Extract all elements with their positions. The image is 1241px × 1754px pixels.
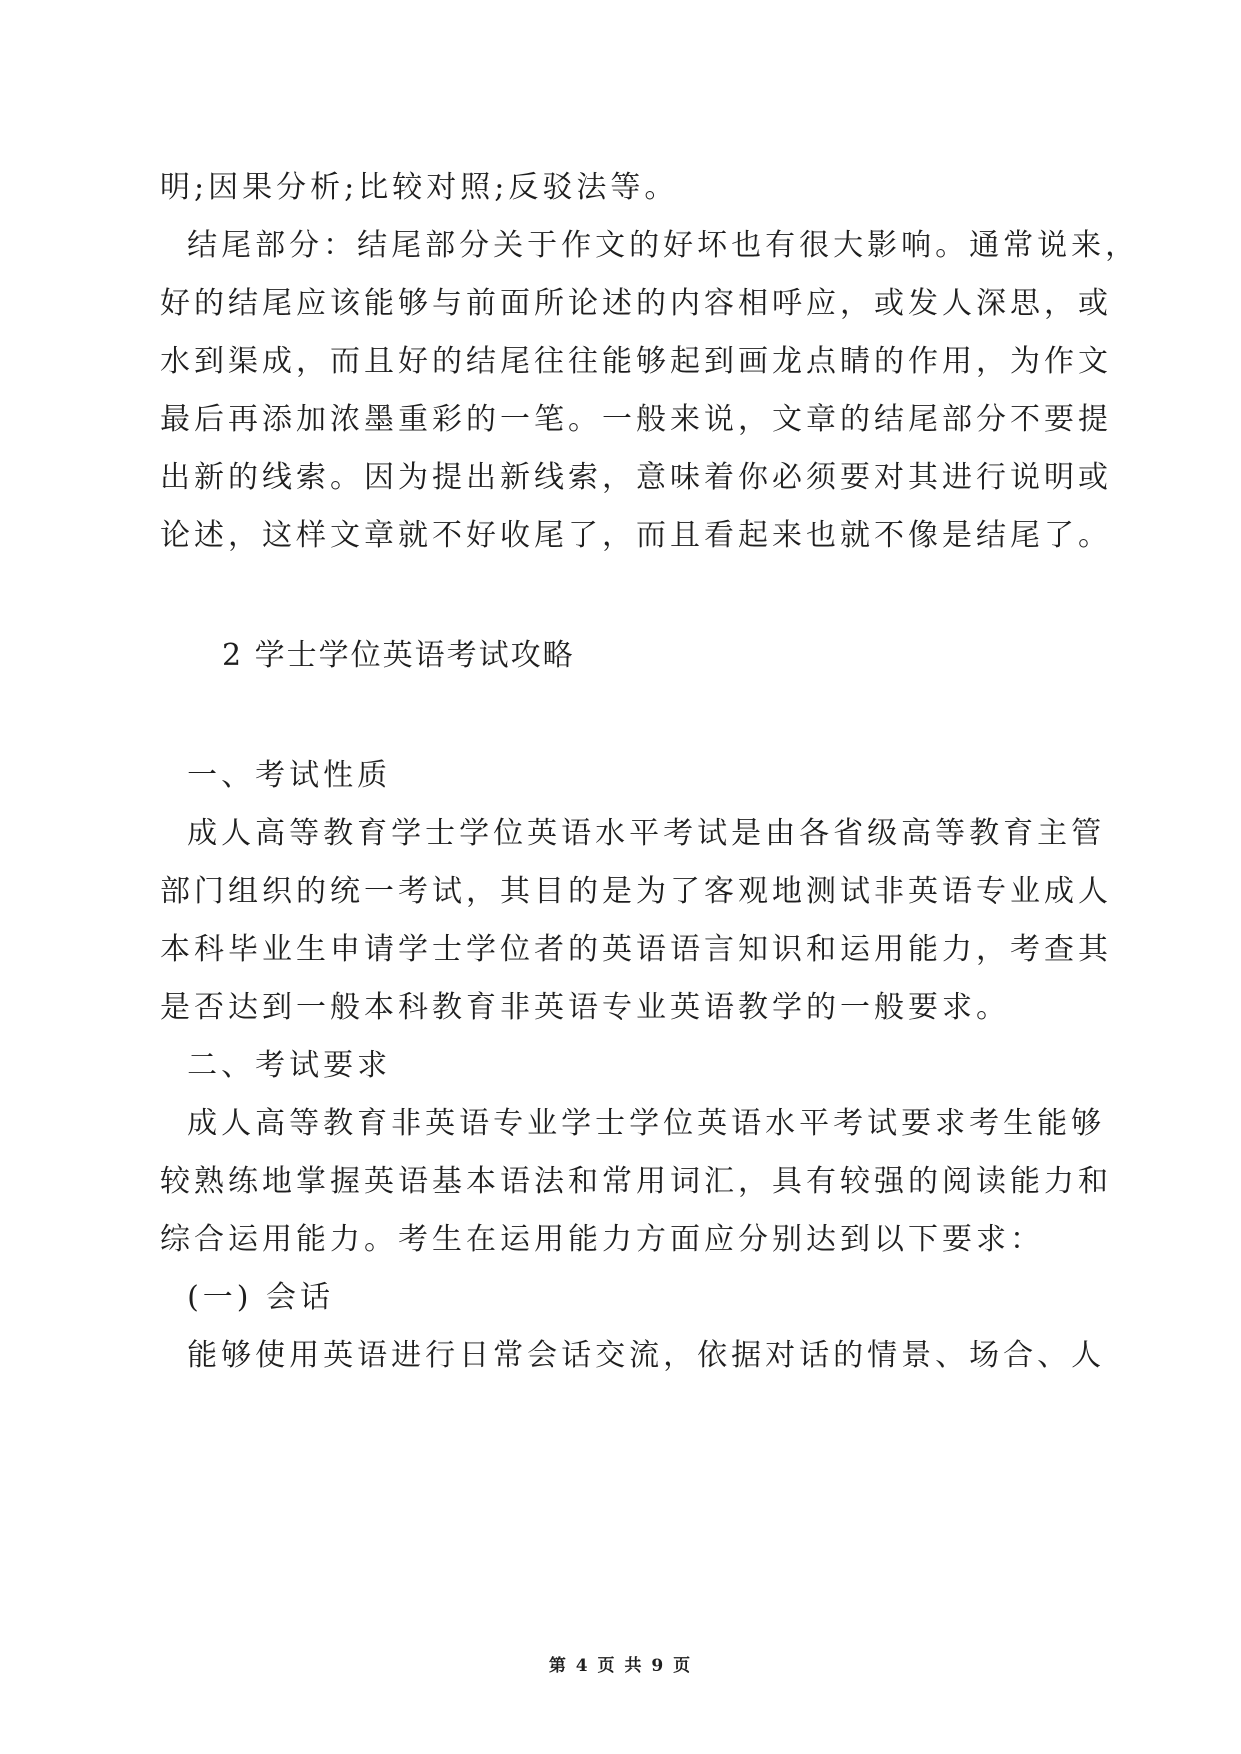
section-line-1: 一、考试性质 [160,758,392,793]
section-line-5: 是否达到一般本科教育非英语专业英语教学的一般要求。 [160,990,1010,1025]
body-line-2: 结尾部分：结尾部分关于作文的好坏也有很大影响。通常说来， [160,228,1140,263]
section-line-4: 本科毕业生申请学士学位者的英语语言知识和运用能力，考查其 [160,932,1112,967]
section-line-11: 能够使用英语进行日常会话交流，依据对话的情景、场合、人 [160,1338,1106,1373]
body-line-3: 好的结尾应该能够与前面所论述的内容相呼应，或发人深思，或 [160,286,1112,321]
section-line-2: 成人高等教育学士学位英语水平考试是由各省级高等教育主管 [160,816,1106,851]
section-heading: 2 学士学位英语考试攻略 [222,638,575,673]
body-line-7: 论述，这样文章就不好收尾了，而且看起来也就不像是结尾了。 [160,518,1112,553]
section-line-8: 较熟练地掌握英语基本语法和常用词汇，具有较强的阅读能力和 [160,1164,1112,1199]
section-line-6: 二、考试要求 [160,1048,392,1083]
body-line-4: 水到渠成，而且好的结尾往往能够起到画龙点睛的作用，为作文 [160,344,1112,379]
body-line-5: 最后再添加浓墨重彩的一笔。一般来说，文章的结尾部分不要提 [160,402,1112,437]
section-line-7: 成人高等教育非英语专业学士学位英语水平考试要求考生能够 [160,1106,1106,1141]
body-line-1: 明;因果分析;比较对照;反驳法等。 [160,170,679,205]
section-line-10: (一) 会话 [160,1280,335,1315]
section-line-9: 综合运用能力。考生在运用能力方面应分别达到以下要求： [160,1222,1044,1257]
page-footer: 第 4 页 共 9 页 [548,1656,693,1676]
section-line-3: 部门组织的统一考试，其目的是为了客观地测试非英语专业成人 [160,874,1112,909]
body-line-6: 出新的线索。因为提出新线索，意味着你必须要对其进行说明或 [160,460,1112,495]
